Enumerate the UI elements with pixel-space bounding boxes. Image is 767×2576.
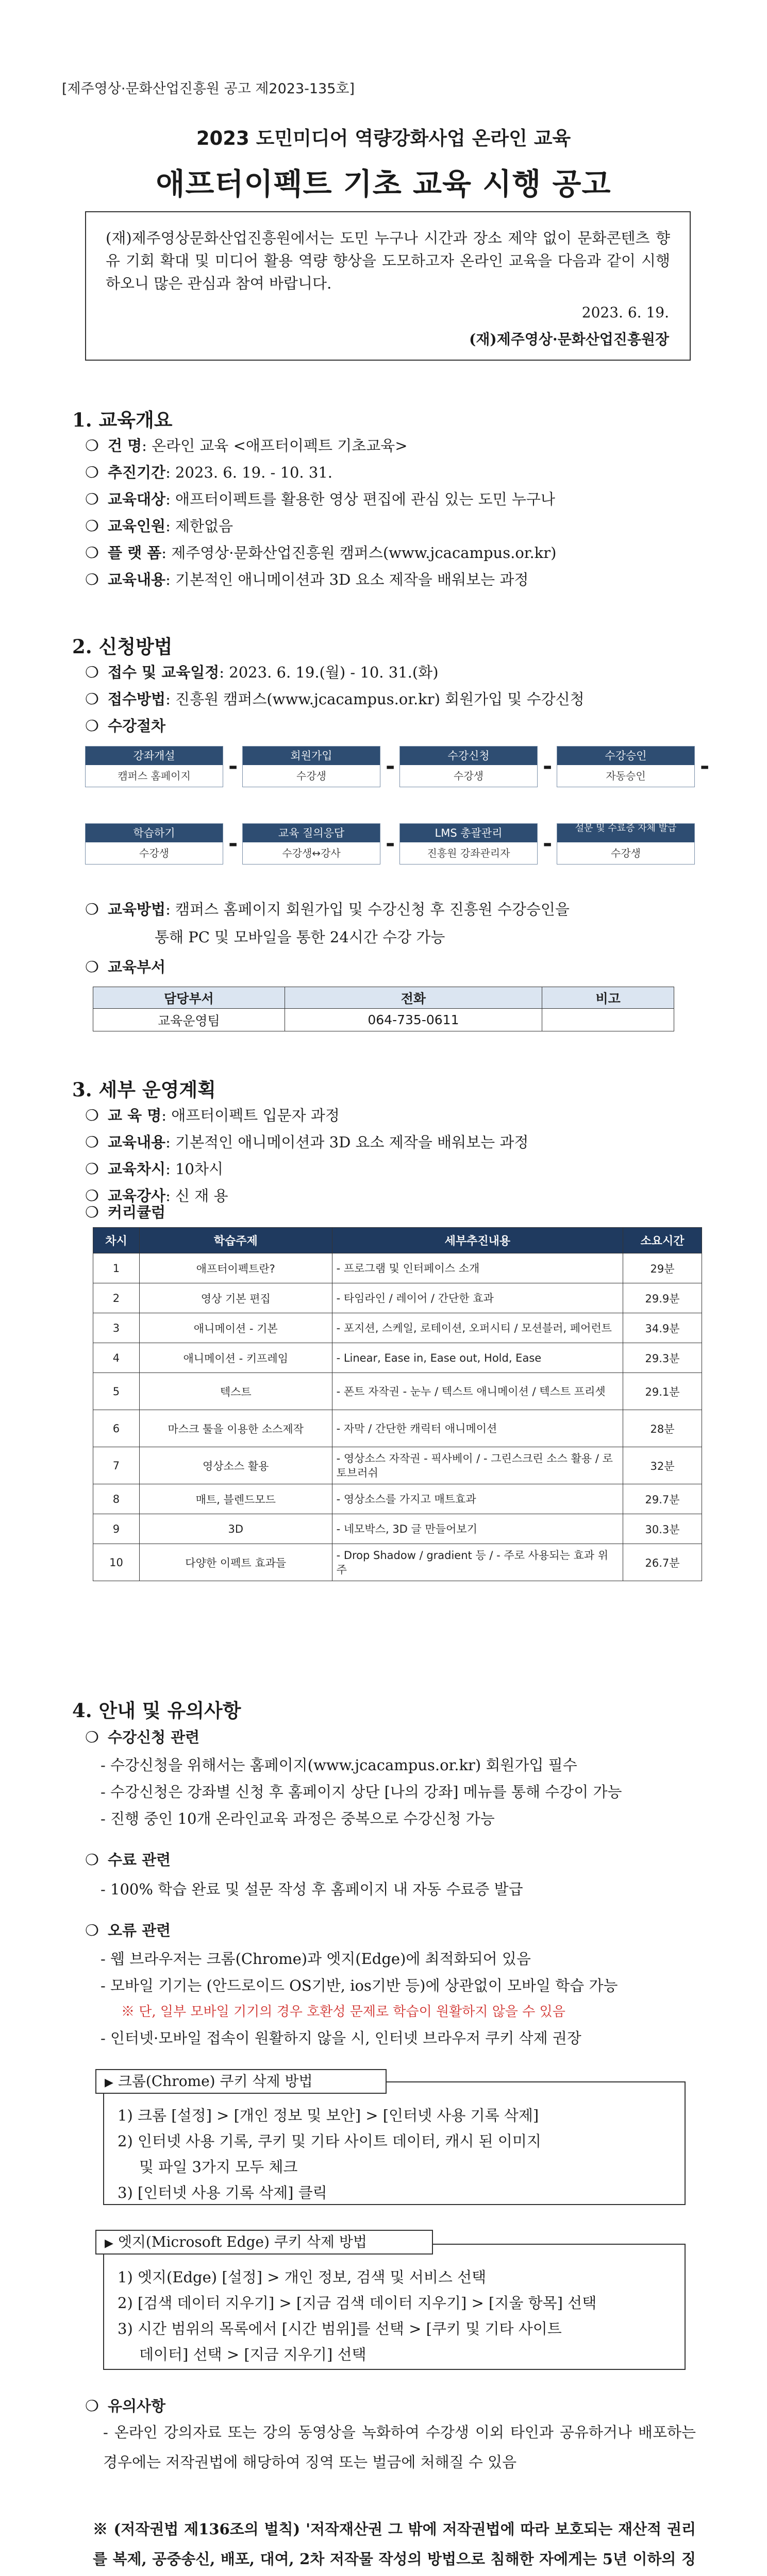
curriculum-row bbox=[93, 1447, 702, 1484]
chrome-step: 및 파일 3가지 모두 체크 bbox=[139, 2158, 298, 2176]
s3-item: ❍ 교 육 명: 애프터이펙트 입문자 과정 bbox=[85, 1105, 340, 1126]
s2-item: ❍ 접수 및 교육일정: 2023. 6. 19.(월) - 10. 31.(화) bbox=[85, 662, 439, 683]
bullet-icon: ❍ bbox=[85, 901, 99, 919]
s2-item: ❍ 접수방법: 진흥원 캠퍼스(www.jcacampus.or.kr) 회원가입 및 수강신청 bbox=[85, 689, 585, 710]
bullet-icon: ❍ bbox=[85, 690, 99, 708]
flow-connector: - bbox=[386, 753, 395, 779]
curriculum-table bbox=[93, 1227, 702, 1581]
edge-step: 2) [검색 데이터 지우기] > [지금 검색 데이터 지우기] > [지울 항목] 선택 bbox=[118, 2294, 597, 2312]
curriculum-no: 6 bbox=[93, 1410, 140, 1447]
curriculum-time: 26.7분 bbox=[623, 1544, 702, 1581]
curriculum-detail: - 포지션, 스케일, 로테이션, 오퍼시티 / 모션블러, 페어런트 bbox=[332, 1313, 623, 1343]
flow-step: 회원가입 수강생 bbox=[242, 746, 380, 787]
s2-method: ❍ 교육방법: 캠퍼스 홈페이지 회원가입 및 수강신청 후 진흥원 수강승인을 bbox=[85, 899, 570, 920]
s2-item: ❍ 수강절차 bbox=[85, 716, 165, 737]
flow-connector: - bbox=[386, 831, 395, 857]
curriculum-time: 28분 bbox=[623, 1410, 702, 1447]
col-topic: 학습주제 bbox=[139, 1228, 332, 1253]
bullet-icon: ❍ bbox=[85, 1851, 99, 1869]
flow-step: 학습하기 수강생 bbox=[85, 823, 223, 865]
curriculum-row bbox=[93, 1313, 702, 1343]
s4-complete-line: - 100% 학습 완료 및 설문 작성 후 홈페이지 내 자동 수료증 발급 bbox=[101, 1880, 523, 1898]
curriculum-no: 2 bbox=[93, 1283, 140, 1313]
section-4-title: 4. 안내 및 유의사항 bbox=[72, 1699, 241, 1722]
curriculum-time: 29.7분 bbox=[623, 1484, 702, 1514]
curriculum-row bbox=[93, 1410, 702, 1447]
bullet-icon: ❍ bbox=[85, 1204, 99, 1222]
document-number: [제주영상·문화산업진흥원 공고 제2023-135호] bbox=[62, 81, 355, 97]
s3-item: ❍ 교육차시: 10차시 bbox=[85, 1159, 223, 1180]
curriculum-row bbox=[93, 1514, 702, 1544]
s4-error-line: - 인터넷·모바일 접속이 원활하지 않을 시, 인터넷 브라우저 쿠키 삭제 권장 bbox=[101, 2029, 581, 2047]
curriculum-topic: 매트, 블렌드모드 bbox=[139, 1484, 332, 1514]
curriculum-row bbox=[93, 1484, 702, 1514]
flow-connector: - bbox=[700, 753, 710, 779]
dept-table bbox=[93, 987, 674, 1031]
s4-error-warning: ※ 단, 일부 모바일 기기의 경우 호환성 문제로 학습이 원활하지 않을 수 있음 bbox=[121, 2004, 565, 2020]
edge-cookie-label: ▶ 엣지(Microsoft Edge) 쿠키 삭제 방법 bbox=[95, 2230, 433, 2255]
flow-connector: - bbox=[228, 831, 238, 857]
curriculum-topic: 애프터이펙트란? bbox=[139, 1253, 332, 1283]
curriculum-row bbox=[93, 1253, 702, 1283]
s2-method-cont: 통해 PC 및 모바일을 통한 24시간 수강 가능 bbox=[155, 928, 445, 946]
bullet-icon: ❍ bbox=[85, 1133, 99, 1151]
note-header: 비고 bbox=[542, 987, 674, 1009]
chrome-step: 3) [인터넷 사용 기록 삭제] 클릭 bbox=[118, 2184, 327, 2201]
curriculum-detail: - 타임라인 / 레이어 / 간단한 효과 bbox=[332, 1283, 623, 1313]
curriculum-detail: - 영상소스 자작권 - 픽사베이 / - 그린스크린 소스 활용 / 로토브러쉬 bbox=[332, 1447, 623, 1484]
curriculum-time: 30.3분 bbox=[623, 1514, 702, 1544]
curriculum-no: 5 bbox=[93, 1373, 140, 1410]
flow-connector: - bbox=[228, 753, 238, 779]
s4-apply-line: - 진행 중인 10개 온라인교육 과정은 중복으로 수강신청 가능 bbox=[101, 1810, 495, 1827]
curriculum-detail: - Linear, Ease in, Ease out, Hold, Ease bbox=[332, 1343, 623, 1373]
col-no: 차시 bbox=[93, 1228, 140, 1253]
curriculum-topic: 영상 기본 편집 bbox=[139, 1283, 332, 1313]
flow-step: LMS 총괄관리 진흥원 강좌관리자 bbox=[399, 823, 538, 865]
chrome-step: 2) 인터넷 사용 기록, 쿠키 및 기타 사이트 데이터, 캐시 된 이미지 bbox=[118, 2132, 541, 2150]
curriculum-topic: 애니메이션 - 키프레임 bbox=[139, 1343, 332, 1373]
s4-complete-head: ❍ 수료 관련 bbox=[85, 1850, 171, 1871]
notice-date: 2023. 6. 19. bbox=[581, 304, 669, 321]
s4-apply-head: ❍ 수강신청 관련 bbox=[85, 1727, 199, 1748]
bullet-icon: ❍ bbox=[85, 2397, 99, 2415]
bullet-icon: ❍ bbox=[85, 664, 99, 682]
s4-law-text: ※ (저작권법 제136조의 벌칙) '저작재산권 그 밖에 저작권법에 따라 보호되는 재산적 권리를 복제, 공중송신, 배포, 대여, 2차 저작물 작성의 방법으로 침해한 자에게는 5년 이하의 징 bbox=[93, 2520, 696, 2568]
bullet-icon: ❍ bbox=[85, 544, 99, 562]
curriculum-row bbox=[93, 1283, 702, 1313]
curriculum-no: 7 bbox=[93, 1447, 140, 1484]
curriculum-topic: 마스크 툴을 이용한 소스제작 bbox=[139, 1410, 332, 1447]
s3-item-curriculum: ❍ 커리큘럼 bbox=[85, 1202, 165, 1223]
bullet-icon: ❍ bbox=[85, 958, 99, 976]
curriculum-row bbox=[93, 1373, 702, 1410]
note-cell bbox=[542, 1009, 674, 1031]
notice-text: (재)제주영상문화산업진흥원에서는 도민 누구나 시간과 장소 제약 없이 문화콘텐츠 향유 기회 확대 및 미디어 활용 역량 향상을 도모하고자 온라인 교육을 다음과 같이 시행하오니 많은 관심과 참여 바랍니다. bbox=[106, 229, 670, 292]
bullet-icon: ❍ bbox=[85, 1728, 99, 1747]
s1-item: ❍ 건 명: 온라인 교육 <애프터이펙트 기초교육> bbox=[85, 435, 408, 456]
flow-step: 설문 및 수료증 자체 발급 수강생 bbox=[557, 823, 695, 865]
curriculum-detail: - 자막 / 간단한 캐릭터 애니메이션 bbox=[332, 1410, 623, 1447]
curriculum-detail: - 네모박스, 3D 글 만들어보기 bbox=[332, 1514, 623, 1544]
bullet-icon: ❍ bbox=[85, 1107, 99, 1125]
s4-error-head: ❍ 오류 관련 bbox=[85, 1920, 171, 1941]
curriculum-no: 9 bbox=[93, 1514, 140, 1544]
bullet-icon: ❍ bbox=[85, 571, 99, 589]
bullet-icon: ❍ bbox=[85, 464, 99, 482]
curriculum-detail: - 폰트 자작권 - 눈누 / 텍스트 애니메이션 / 텍스트 프리셋 bbox=[332, 1373, 623, 1410]
flow-connector: - bbox=[543, 831, 553, 857]
bullet-icon: ❍ bbox=[85, 1922, 99, 1940]
curriculum-topic: 영상소스 활용 bbox=[139, 1447, 332, 1484]
s4-caution-head: ❍ 유의사항 bbox=[85, 2396, 165, 2417]
phone-header: 전화 bbox=[285, 987, 542, 1009]
s1-item: ❍ 교육대상: 애프터이펙트를 활용한 영상 편집에 관심 있는 도민 누구나 bbox=[85, 489, 555, 510]
page-title: 애프터이펙트 기초 교육 시행 공고 bbox=[156, 166, 611, 201]
page-subtitle: 2023 도민미디어 역량강화사업 온라인 교육 bbox=[196, 127, 571, 149]
s1-item: ❍ 교육인원: 제한없음 bbox=[85, 516, 233, 537]
curriculum-topic: 애니메이션 - 기본 bbox=[139, 1313, 332, 1343]
curriculum-row bbox=[93, 1544, 702, 1581]
section-2-title: 2. 신청방법 bbox=[72, 635, 173, 658]
s4-caution-text: - 온라인 강의자료 또는 강의 동영상을 녹화하여 수강생 이외 타인과 공유하거나 배포하는 경우에는 저작권법에 해당하여 징역 또는 벌금에 처해질 수 있음 bbox=[103, 2424, 696, 2471]
bullet-icon: ❍ bbox=[85, 517, 99, 535]
curriculum-no: 4 bbox=[93, 1343, 140, 1373]
bullet-icon: ❍ bbox=[85, 1160, 99, 1178]
arrow-right-icon: ▶ bbox=[105, 2076, 113, 2089]
s3-item: ❍ 교육내용: 기본적인 애니메이션과 3D 요소 제작을 배워보는 과정 bbox=[85, 1132, 528, 1153]
s4-apply-line: - 수강신청은 강좌별 신청 후 홈페이지 상단 [나의 강좌] 메뉴를 통해 수강이 가능 bbox=[101, 1783, 622, 1801]
flow-connector: - bbox=[543, 753, 553, 779]
bullet-icon: ❍ bbox=[85, 437, 99, 455]
curriculum-topic: 3D bbox=[139, 1514, 332, 1544]
s4-error-line: - 모바일 기기는 (안드로이드 OS기반, ios기반 등)에 상관없이 모바일 학습 가능 bbox=[101, 1977, 618, 1994]
s1-item: ❍ 추진기간: 2023. 6. 19. - 10. 31. bbox=[85, 462, 332, 483]
curriculum-no: 1 bbox=[93, 1253, 140, 1283]
bullet-icon: ❍ bbox=[85, 490, 99, 509]
curriculum-topic: 텍스트 bbox=[139, 1373, 332, 1410]
curriculum-time: 34.9분 bbox=[623, 1313, 702, 1343]
dept-cell: 교육운영팀 bbox=[93, 1009, 285, 1031]
chrome-cookie-label: ▶ 크롬(Chrome) 쿠키 삭제 방법 bbox=[95, 2069, 387, 2094]
flow-step: 강좌개설 캠퍼스 홈페이지 bbox=[85, 746, 223, 787]
edge-step: 데이터] 선택 > [지금 지우기] 선택 bbox=[139, 2346, 366, 2363]
curriculum-time: 29.1분 bbox=[623, 1373, 702, 1410]
col-time: 소요시간 bbox=[623, 1228, 702, 1253]
curriculum-detail: - Drop Shadow / gradient 등 / - 주로 사용되는 효과 위주 bbox=[332, 1544, 623, 1581]
curriculum-topic: 다양한 이펙트 효과들 bbox=[139, 1544, 332, 1581]
curriculum-row bbox=[93, 1343, 702, 1373]
col-detail: 세부추진내용 bbox=[332, 1228, 623, 1253]
flow-step: 교육 질의응답 수강생↔강사 bbox=[242, 823, 380, 865]
flow-step: 수강신청 수강생 bbox=[399, 746, 538, 787]
notice-org: (재)제주영상·문화산업진흥원장 bbox=[469, 331, 669, 348]
flow-step: 수강승인 자동승인 bbox=[557, 746, 695, 787]
section-3-title: 3. 세부 운영계획 bbox=[72, 1078, 216, 1101]
dept-header: 담당부서 bbox=[93, 987, 285, 1009]
section-1-title: 1. 교육개요 bbox=[72, 409, 173, 431]
curriculum-time: 32분 bbox=[623, 1447, 702, 1484]
bullet-icon: ❍ bbox=[85, 1187, 99, 1205]
s2-dept: ❍ 교육부서 bbox=[85, 957, 165, 978]
curriculum-no: 10 bbox=[93, 1544, 140, 1581]
edge-step: 1) 엣지(Edge) [설정] > 개인 정보, 검색 및 서비스 선택 bbox=[118, 2268, 487, 2286]
s3-item: ❍ 교육강사: 신 재 용 bbox=[85, 1185, 228, 1207]
curriculum-detail: - 프로그램 및 인터페이스 소개 bbox=[332, 1253, 623, 1283]
chrome-step: 1) 크롬 [설정] > [개인 정보 및 보안] > [인터넷 사용 기록 삭제] bbox=[118, 2107, 539, 2124]
curriculum-detail: - 영상소스를 가지고 매트효과 bbox=[332, 1484, 623, 1514]
bullet-icon: ❍ bbox=[85, 717, 99, 735]
arrow-right-icon: ▶ bbox=[105, 2237, 113, 2250]
s1-item: ❍ 교육내용: 기본적인 애니메이션과 3D 요소 제작을 배워보는 과정 bbox=[85, 569, 528, 590]
curriculum-no: 3 bbox=[93, 1313, 140, 1343]
s4-apply-line: - 수강신청을 위해서는 홈페이지(www.jcacampus.or.kr) 회원가입 필수 bbox=[101, 1756, 577, 1774]
s1-item: ❍ 플 랫 폼: 제주영상·문화산업진흥원 캠퍼스(www.jcacampus.or.kr) bbox=[85, 543, 556, 564]
edge-step: 3) 시간 범위의 목록에서 [시간 범위]를 선택 > [쿠키 및 기타 사이트 bbox=[118, 2320, 562, 2337]
s4-error-line: - 웹 브라우저는 크롬(Chrome)과 엣지(Edge)에 최적화되어 있음 bbox=[101, 1950, 531, 1968]
curriculum-time: 29.9분 bbox=[623, 1283, 702, 1313]
curriculum-no: 8 bbox=[93, 1484, 140, 1514]
phone-cell: 064-735-0611 bbox=[285, 1009, 542, 1031]
curriculum-time: 29.3분 bbox=[623, 1343, 702, 1373]
notice-box bbox=[85, 211, 691, 361]
curriculum-time: 29분 bbox=[623, 1253, 702, 1283]
